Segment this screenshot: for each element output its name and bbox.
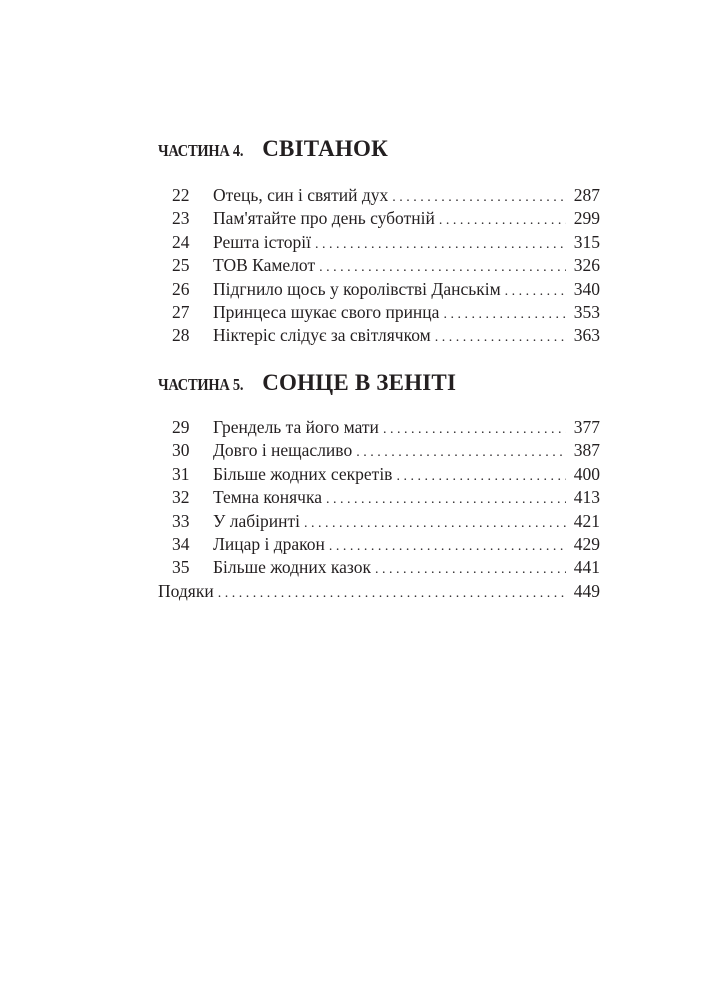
entry-number: 33: [172, 510, 190, 531]
entry-page: 326: [573, 255, 600, 276]
dot-leader: [375, 558, 566, 581]
entry-page: 287: [573, 185, 600, 205]
entry-page: 429: [573, 533, 600, 554]
entry-number: 27: [172, 301, 190, 322]
toc-entry: [158, 439, 600, 462]
part-title: СОНЦЕ В ЗЕНІТІ: [262, 370, 457, 395]
toc-entry: [158, 324, 600, 347]
dot-leader: [383, 418, 566, 441]
toc-entry: [158, 416, 600, 439]
entry-title: Пам'ятайте про день суботній: [213, 208, 435, 229]
dot-leader: [218, 582, 566, 605]
dot-leader: [329, 535, 566, 558]
part-label: ЧАСТИНА 5.: [158, 375, 244, 394]
dot-leader: [326, 488, 566, 511]
dot-leader: [304, 512, 566, 535]
entry-title: Решта історії: [213, 231, 312, 252]
entry-number: 31: [172, 463, 190, 484]
entry-title: Грендель та його мати: [213, 417, 379, 437]
entry-number: 25: [172, 255, 190, 276]
entry-title: Більше жодних казок: [213, 557, 371, 578]
entry-page: 363: [573, 325, 600, 346]
entry-title: Подяки: [158, 581, 214, 601]
entry-title: Принцеса шукає свого принца: [213, 301, 440, 322]
entry-page: 299: [573, 208, 600, 229]
part-entries: [158, 184, 600, 348]
dot-leader: [396, 465, 566, 488]
dot-leader: [439, 209, 566, 232]
entry-page: 353: [573, 301, 600, 322]
entry-title: Більше жодних секретів: [213, 463, 393, 484]
entry-page: 387: [573, 440, 600, 461]
dot-leader: [315, 233, 566, 256]
entry-number: 22: [172, 185, 190, 205]
entry-page: 421: [573, 510, 600, 531]
entry-title: Довго і нещасливо: [213, 440, 353, 461]
entry-page: 449: [573, 581, 600, 601]
entry-page: 400: [573, 463, 600, 484]
toc-entry: [158, 463, 600, 486]
entry-title: ТОВ Камелот: [213, 255, 316, 276]
dot-leader: [443, 303, 566, 326]
entry-number: 30: [172, 440, 190, 461]
part-label: ЧАСТИНА 4.: [158, 141, 244, 160]
entry-number: 23: [172, 208, 190, 229]
toc-entry: [158, 231, 600, 254]
entry-title: Ніктеріс слідує за світлячком: [213, 325, 431, 346]
toc-entry: [158, 184, 600, 207]
entry-title: Підгнило щось у королівстві Данськім: [213, 278, 501, 299]
toc-entry: [158, 580, 600, 603]
entry-page: 441: [573, 557, 600, 578]
entry-page: 315: [573, 231, 600, 252]
dot-leader: [435, 326, 566, 349]
toc-entry: [158, 207, 600, 230]
dot-leader: [319, 256, 566, 279]
acknowledgements-entry: [158, 580, 600, 603]
entry-number: 32: [172, 487, 190, 508]
entry-number: 24: [172, 231, 190, 252]
entry-number: 35: [172, 557, 190, 578]
dot-leader: [356, 441, 566, 464]
part-heading: [158, 136, 388, 162]
part-heading: [158, 370, 456, 396]
toc-entry: [158, 533, 600, 556]
toc-entry: [158, 556, 600, 579]
entry-title: Отець, син і святий дух: [213, 185, 389, 205]
entry-page: 340: [573, 278, 600, 299]
dot-leader: [505, 280, 566, 303]
entry-number: 26: [172, 278, 190, 299]
toc-entry: [158, 486, 600, 509]
entry-title: Лицар і дракон: [213, 533, 325, 554]
entry-title: Темна конячка: [213, 487, 322, 508]
toc-entry: [158, 510, 600, 533]
dot-leader: [392, 186, 566, 209]
toc-entry: [158, 254, 600, 277]
entry-number: 28: [172, 325, 190, 346]
entry-number: 34: [172, 533, 190, 554]
entry-page: 377: [573, 417, 600, 437]
toc-entry: [158, 278, 600, 301]
part-entries: [158, 416, 600, 580]
part-title: СВІТАНОК: [262, 136, 389, 161]
entry-number: 29: [172, 417, 190, 437]
entry-page: 413: [573, 487, 600, 508]
entry-title: У лабіринті: [213, 510, 301, 531]
toc-entry: [158, 301, 600, 324]
